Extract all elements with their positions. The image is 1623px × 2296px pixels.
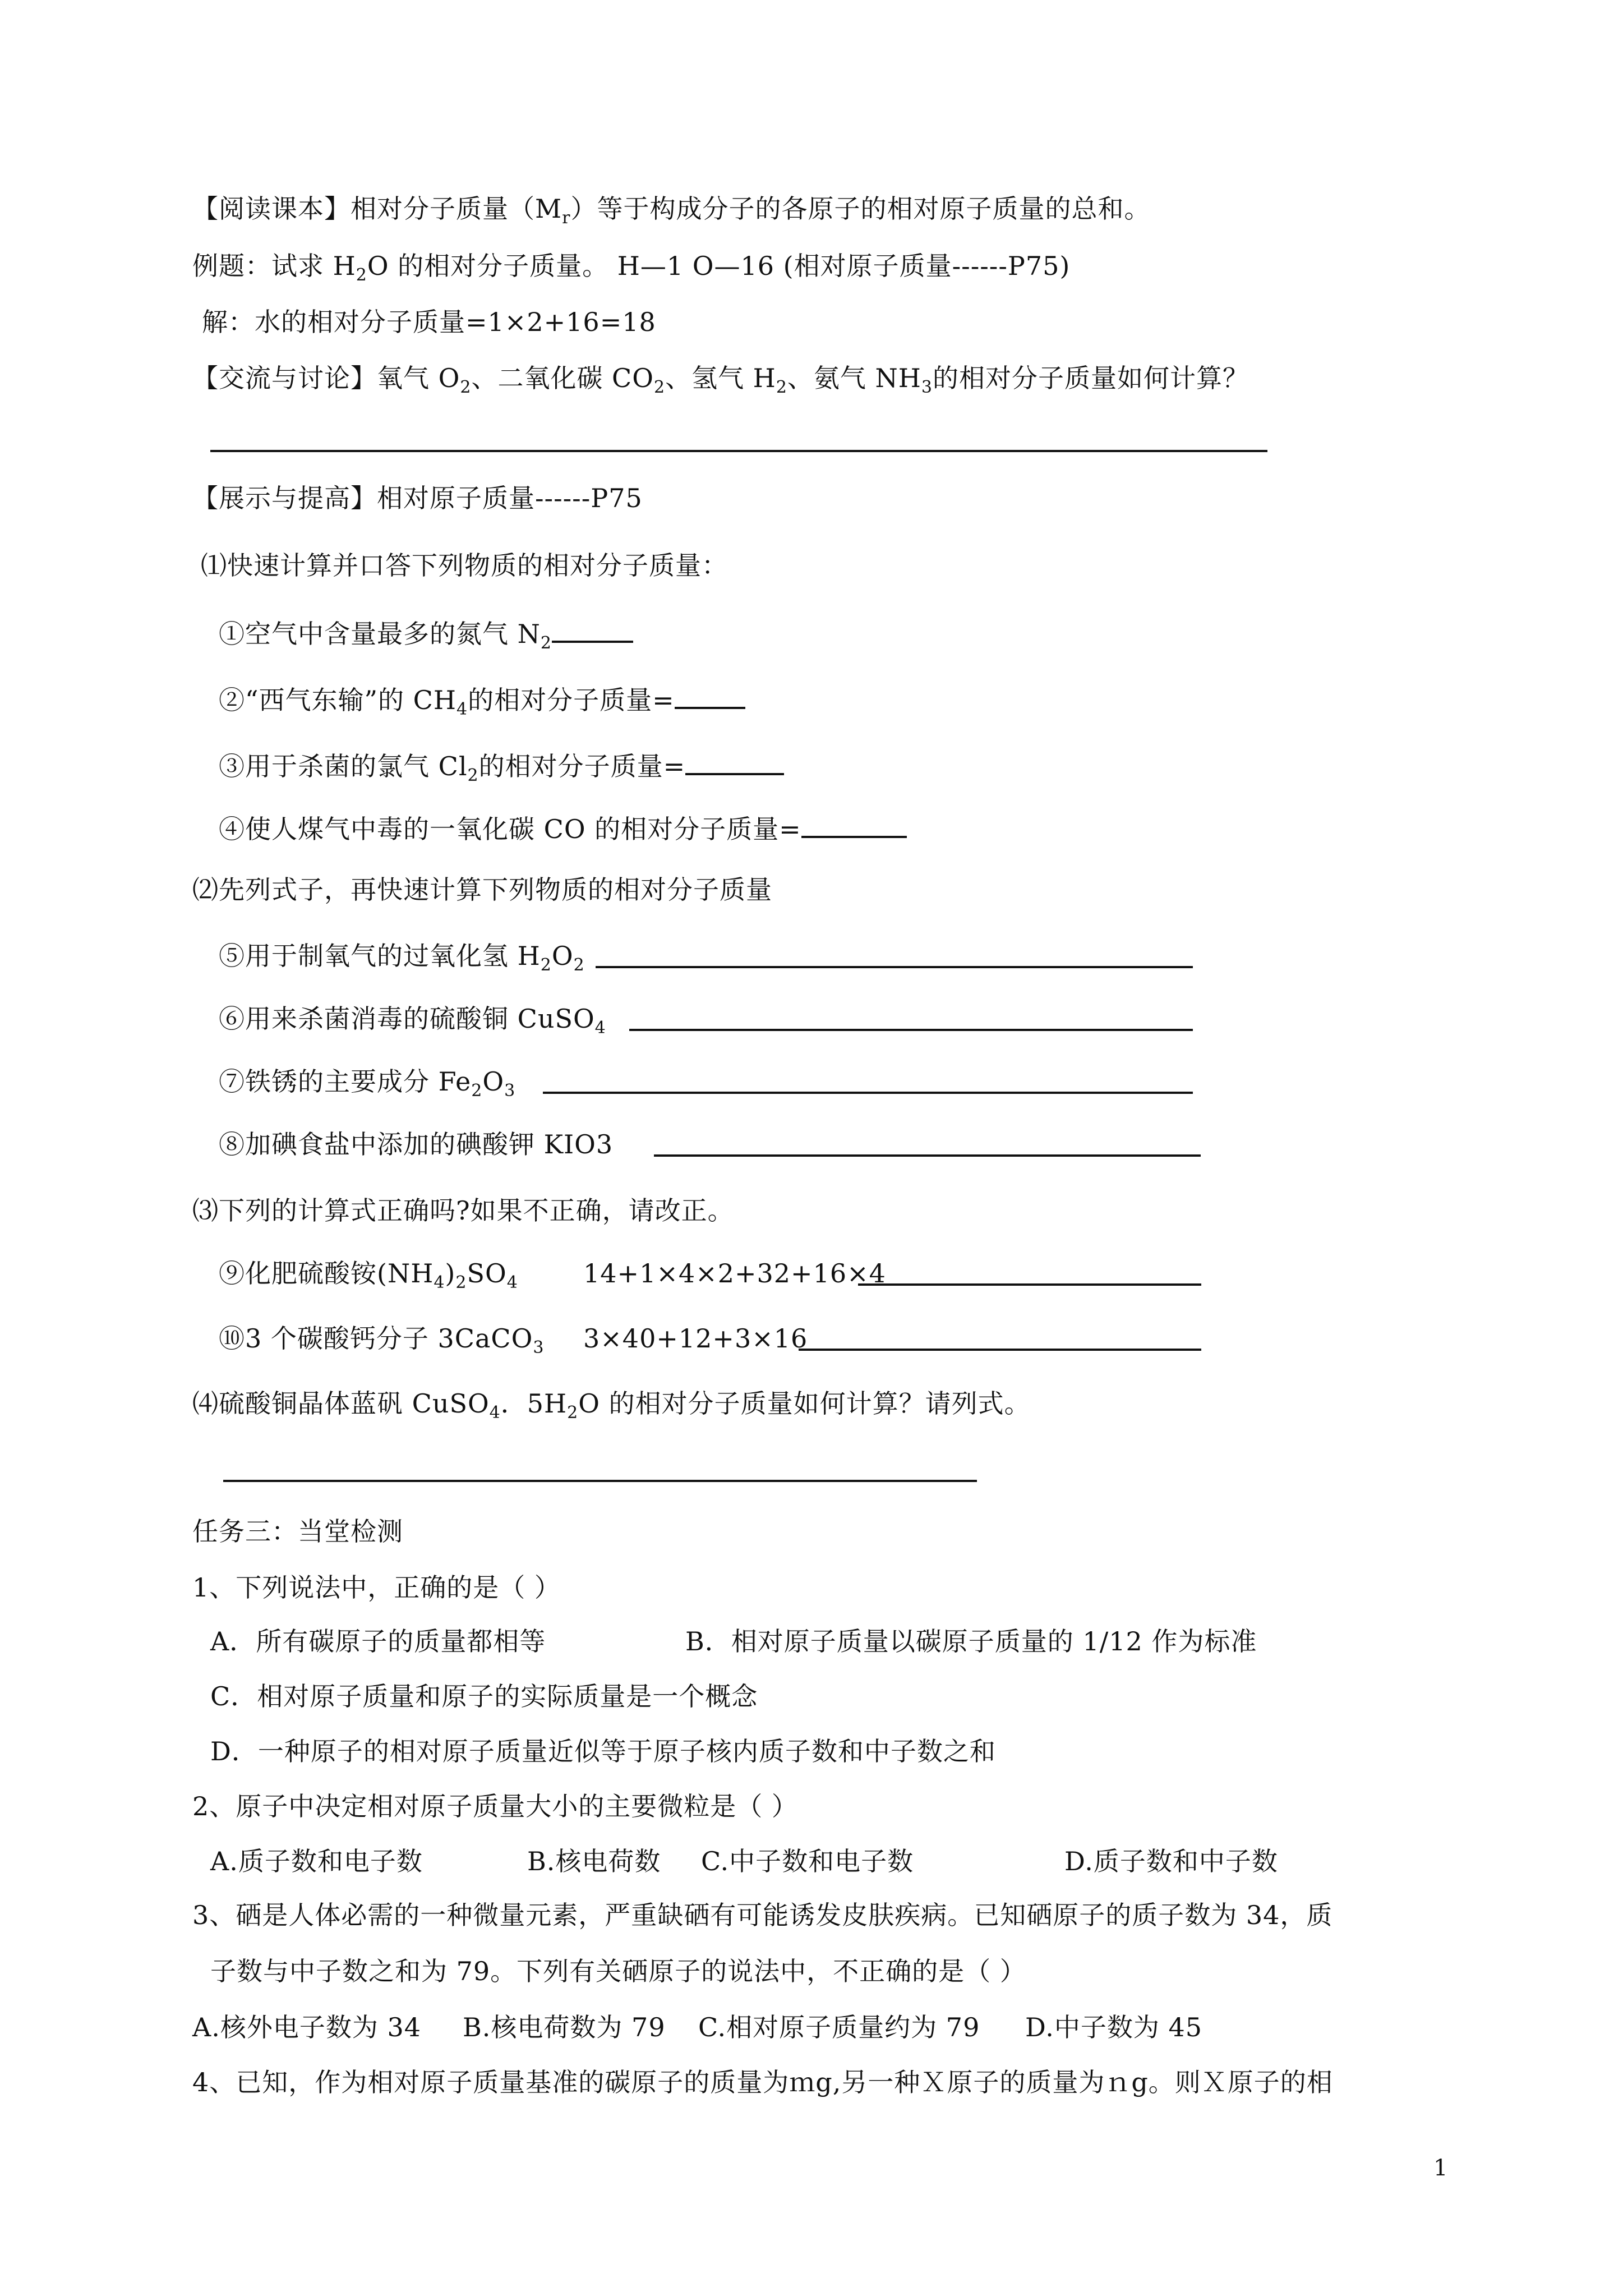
answer-blank-2[interactable] bbox=[675, 681, 745, 709]
question-7: ⑦铁锈的主要成分 $Fe_2O_3$ bbox=[219, 1066, 516, 1101]
mc1-option-a[interactable]: A．所有碳原子的质量都相等 bbox=[210, 1626, 546, 1657]
answer-line-part4[interactable] bbox=[223, 1480, 977, 1482]
answer-blank-1[interactable] bbox=[552, 615, 633, 643]
question-5: ⑤用于制氧气的过氧化氢 $H_2O_2$ bbox=[219, 941, 585, 976]
mc1-option-c[interactable]: C．相对原子质量和原子的实际质量是一个概念 bbox=[210, 1681, 758, 1711]
mc2-option-c[interactable]: C.中子数和电子数 bbox=[701, 1846, 914, 1876]
question-1: ①空气中含量最多的氮气 $N_2$ bbox=[219, 615, 633, 651]
answer-line-9[interactable] bbox=[858, 1283, 1201, 1286]
question-2: ②“西气东输”的 $CH_4$的相对分子质量= bbox=[219, 681, 745, 717]
mc3-option-c[interactable]: C.相对原子质量约为 79 bbox=[698, 2012, 980, 2042]
mc2-option-d[interactable]: D.质子数和中子数 bbox=[1064, 1846, 1278, 1876]
mc-question-1: 1、下列说法中，正确的是（ ） bbox=[192, 1572, 561, 1603]
showcase-tag: 【展示与提高】 bbox=[192, 483, 377, 513]
reading-paragraph: 【阅读课本】相对分子质量$(M_r)$等于构成分子的各原子的相对原子质量的总和。 bbox=[192, 194, 1151, 228]
question-9: ⑨化肥硫酸铵$(NH_4)_2SO_4$ bbox=[219, 1258, 518, 1293]
mc-question-4: 4、已知，作为相对原子质量基准的碳原子的质量为ｍg,另一种Ｘ原子的质量为ｎg。则Ｘ原子的相 bbox=[192, 2067, 1333, 2097]
mc3-option-d[interactable]: D.中子数为 45 bbox=[1025, 2012, 1203, 2042]
mc2-option-b[interactable]: B.核电荷数 bbox=[527, 1846, 661, 1876]
part1-heading: ⑴快速计算并口答下列物质的相对分子质量： bbox=[201, 550, 728, 581]
reading-tag: 【阅读课本】 bbox=[192, 194, 351, 224]
page-number: 1 bbox=[1433, 2155, 1448, 2181]
question-6: ⑥用来杀菌消毒的硫酸铜 CuSO$_4$ bbox=[219, 1004, 606, 1038]
showcase-heading: 【展示与提高】相对原子质量------P75 bbox=[192, 483, 643, 513]
example-line: 例题：试求 $H_2O$ 的相对分子质量。 H—1 O—16 (相对原子质量------P75) bbox=[192, 251, 1071, 286]
part4-question: ⑷硫酸铜晶体蓝矾 CuSO$_4$．$5H_2O$ 的相对分子质量如何计算？请列式。 bbox=[192, 1388, 1031, 1423]
answer-line-8[interactable] bbox=[654, 1154, 1201, 1157]
part3-heading: ⑶下列的计算式正确吗?如果不正确，请改正。 bbox=[192, 1195, 734, 1226]
mc1-option-d[interactable]: D．一种原子的相对原子质量近似等于原子核内质子数和中子数之和 bbox=[210, 1736, 996, 1766]
discussion-tag: 【交流与讨论】 bbox=[192, 363, 377, 393]
mc1-option-b[interactable]: B．相对原子质量以碳原子质量的 1/12 作为标准 bbox=[685, 1626, 1257, 1657]
question-3: ③用于杀菌的氯气 $Cl_2$的相对分子质量= bbox=[219, 747, 784, 783]
part2-heading: ⑵先列式子，再快速计算下列物质的相对分子质量 bbox=[192, 875, 772, 905]
mc-question-3-cont: 子数与中子数之和为 79。下列有关硒原子的说法中，不正确的是（ ） bbox=[210, 1956, 1026, 1986]
question-4: ④使人煤气中毒的一氧化碳 CO 的相对分子质量= bbox=[219, 810, 907, 846]
answer-blank-4[interactable] bbox=[801, 810, 907, 838]
formula-9: 14+1×4×2+32+16×4 bbox=[583, 1258, 886, 1289]
discussion-paragraph: 【交流与讨论】氧气 $O_2$、二氧化碳 $CO_2$、氢气 $H_2$、氨气 $NH_3$的相对分子质量如何计算？ bbox=[192, 363, 1249, 398]
answer-line-10[interactable] bbox=[799, 1349, 1201, 1351]
formula-10: 3×40+12+3×16 bbox=[583, 1323, 808, 1354]
answer-line-6[interactable] bbox=[629, 1029, 1193, 1031]
discussion-answer-line[interactable] bbox=[210, 450, 1267, 452]
mc3-option-a[interactable]: A.核外电子数为 34 bbox=[192, 2012, 421, 2042]
answer-blank-3[interactable] bbox=[685, 747, 784, 775]
mc-question-3: 3、硒是人体必需的一种微量元素，严重缺硒有可能诱发皮肤疾病。已知硒原子的质子数为 34，质 bbox=[192, 1900, 1333, 1930]
answer-line-5[interactable] bbox=[596, 966, 1193, 968]
mc-question-2: 2、原子中决定相对原子质量大小的主要微粒是（ ） bbox=[192, 1791, 798, 1821]
mc2-option-a[interactable]: A.质子数和电子数 bbox=[210, 1846, 423, 1876]
mc3-option-b[interactable]: B.核电荷数为 79 bbox=[463, 2012, 666, 2042]
solution-line: 解：水的相对分子质量=1×2+16=18 bbox=[202, 307, 656, 337]
question-8: ⑧加碘食盐中添加的碘酸钾 KIO3 bbox=[219, 1129, 614, 1159]
task3-heading: 任务三：当堂检测 bbox=[192, 1516, 403, 1547]
question-10: ⑩3 个碳酸钙分子 3CaCO$_3$ bbox=[219, 1323, 545, 1358]
answer-line-7[interactable] bbox=[543, 1092, 1193, 1094]
